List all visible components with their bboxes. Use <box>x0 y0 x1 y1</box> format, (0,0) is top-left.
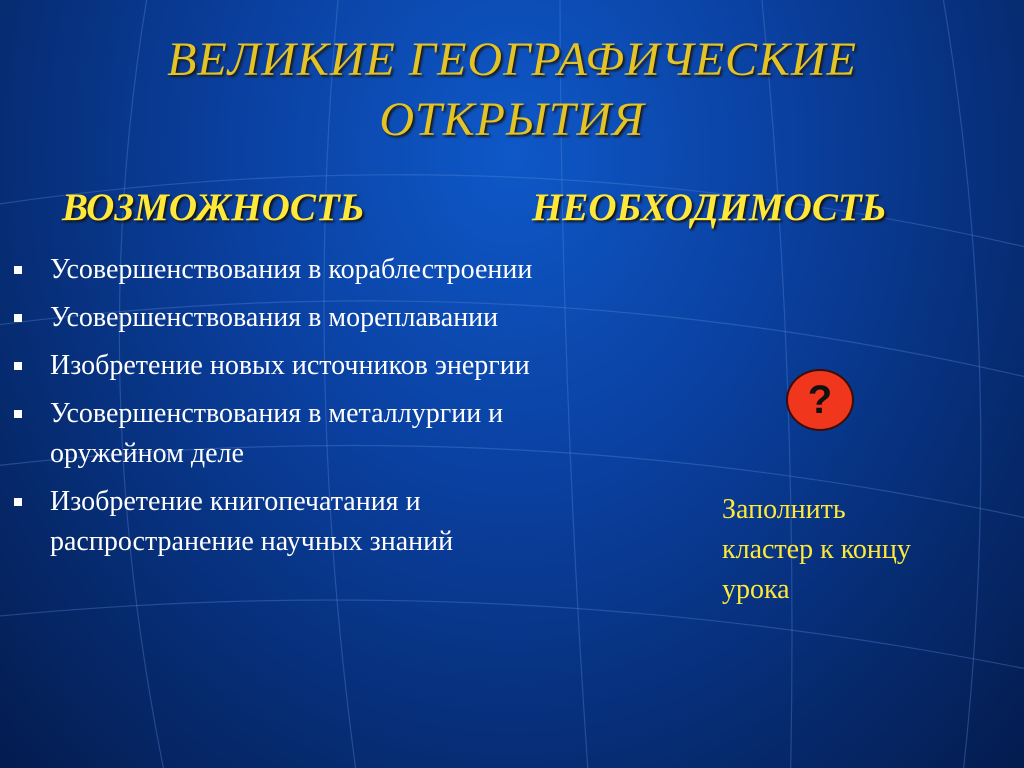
list-item-text: Усовершенствования в мореплавании <box>50 302 499 333</box>
list-item <box>12 482 582 562</box>
bullet-square-icon <box>14 362 22 370</box>
list-item <box>12 250 582 290</box>
slide-title <box>0 30 1024 150</box>
title-line-2: ОТКРЫТИЯ <box>379 93 645 146</box>
bullet-square-icon <box>14 498 22 506</box>
bullet-square-icon <box>14 314 22 322</box>
title-line-1: ВЕЛИКИЕ ГЕОГРАФИЧЕСКИЕ <box>167 33 857 86</box>
bullet-square-icon <box>14 266 22 274</box>
fill-cluster-note: Заполнить кластер к концу урока <box>722 494 911 605</box>
list-item-text: Усовершенствования в металлургии и оружейном деле <box>50 398 504 469</box>
list-item-text: Изобретение книгопечатания и распространение научных знаний <box>50 486 454 557</box>
list-item-text: Изобретение новых источников энергии <box>50 350 530 381</box>
question-mark-icon[interactable]: ? <box>786 369 854 431</box>
list-item-text: Усовершенствования в кораблестроении <box>50 254 533 285</box>
list-item <box>12 394 582 474</box>
bullet-square-icon <box>14 410 22 418</box>
list-item <box>12 298 582 338</box>
list-item <box>12 346 582 386</box>
heading-possibility: ВОЗМОЖНОСТЬ <box>62 186 365 229</box>
heading-necessity: НЕОБХОДИМОСТЬ <box>532 186 887 229</box>
bullet-list <box>12 250 582 570</box>
